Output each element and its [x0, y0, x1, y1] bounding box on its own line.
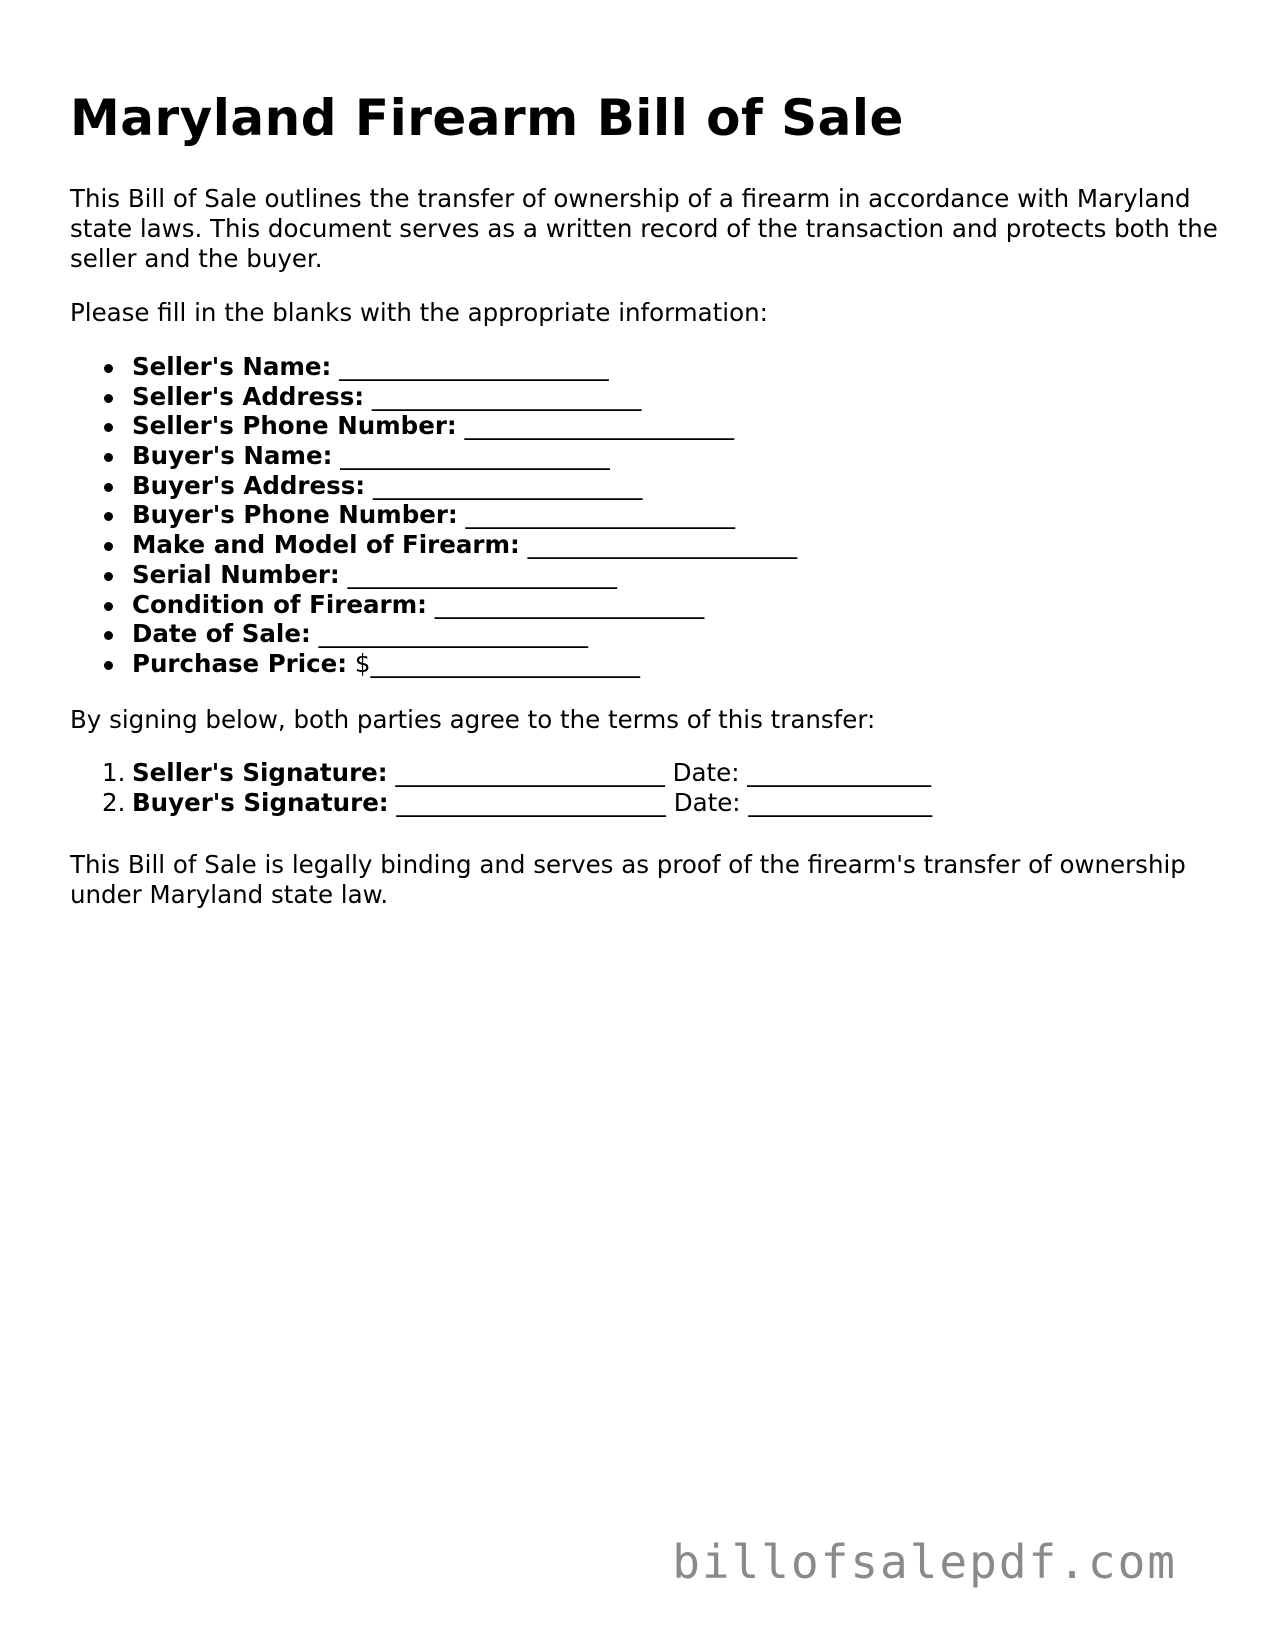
bullet-icon: [104, 453, 113, 462]
fill-instruction: Please fill in the blanks with the appropriate information:: [70, 298, 768, 327]
field-label: Buyer's Address:: [132, 470, 366, 500]
closing-paragraph: This Bill of Sale is legally binding and serves as proof of the firearm's transfer of ownership under Maryland state law.: [70, 850, 1186, 909]
field-label: Condition of Firearm:: [132, 589, 427, 619]
date-blank: _______________: [747, 758, 932, 787]
field-buyer-address: [70, 471, 797, 501]
field-blank: ______________________: [372, 470, 643, 500]
field-label: Serial Number:: [132, 559, 340, 589]
field-purchase-price: [70, 649, 797, 679]
field-label: Seller's Address:: [132, 381, 365, 411]
field-label: Seller's Name:: [132, 352, 332, 381]
field-list: [70, 352, 797, 679]
field-blank: ______________________: [434, 589, 705, 619]
bullet-icon: [104, 661, 113, 670]
field-blank: ______________________: [371, 381, 642, 411]
field-blank: $______________________: [354, 648, 640, 678]
bullet-icon: [104, 512, 113, 521]
signature-blank: ______________________: [396, 787, 666, 817]
field-blank: ______________________: [318, 619, 589, 649]
field-make-model: [70, 530, 797, 560]
watermark-text: billofsalepdf.com: [672, 1535, 1177, 1589]
agreement-text: By signing below, both parties agree to the terms of this transfer:: [70, 705, 876, 734]
field-label: Buyer's Phone Number:: [132, 500, 458, 530]
field-serial-number: [70, 560, 797, 590]
field-label: Purchase Price:: [132, 648, 348, 678]
field-label: Date of Sale:: [132, 619, 311, 649]
bullet-icon: [104, 572, 113, 581]
buyer-signature-line: [70, 788, 932, 818]
signature-list: [70, 758, 932, 817]
date-label: Date:: [672, 758, 740, 787]
field-seller-address: [70, 382, 797, 412]
field-buyer-name: [70, 441, 797, 471]
field-condition: [70, 590, 797, 620]
field-label: Buyer's Name:: [132, 441, 333, 471]
date-blank: _______________: [748, 787, 933, 817]
intro-paragraph: This Bill of Sale outlines the transfer of ownership of a firearm in accordance with Maryland state laws. This document serves as a written record of the transaction and protects both the seller and the buyer.: [70, 184, 1218, 273]
field-blank: ______________________: [339, 352, 609, 381]
list-number: 2.: [102, 787, 126, 817]
field-blank: ______________________: [347, 559, 618, 589]
field-blank: ______________________: [340, 441, 610, 471]
field-buyer-phone: [70, 500, 797, 530]
field-seller-name: [70, 352, 797, 382]
field-label: Seller's Phone Number:: [132, 411, 457, 441]
bullet-icon: [104, 394, 113, 403]
list-number: 1.: [102, 758, 126, 787]
field-seller-phone: [70, 411, 797, 441]
document-title: Maryland Firearm Bill of Sale: [70, 89, 904, 147]
bullet-icon: [104, 483, 113, 492]
seller-signature-line: [70, 758, 932, 788]
field-label: Make and Model of Firearm:: [132, 530, 520, 560]
field-blank: ______________________: [464, 411, 734, 441]
signature-label: Seller's Signature:: [132, 758, 388, 787]
bullet-icon: [104, 631, 113, 640]
signature-blank: ______________________: [395, 758, 665, 787]
bullet-icon: [104, 364, 113, 373]
bullet-icon: [104, 423, 113, 432]
field-date-of-sale: [70, 619, 797, 649]
bullet-icon: [104, 542, 113, 551]
field-blank: ______________________: [527, 530, 798, 560]
bullet-icon: [104, 602, 113, 611]
date-label: Date:: [673, 787, 741, 817]
field-blank: ______________________: [465, 500, 736, 530]
signature-label: Buyer's Signature:: [132, 787, 389, 817]
